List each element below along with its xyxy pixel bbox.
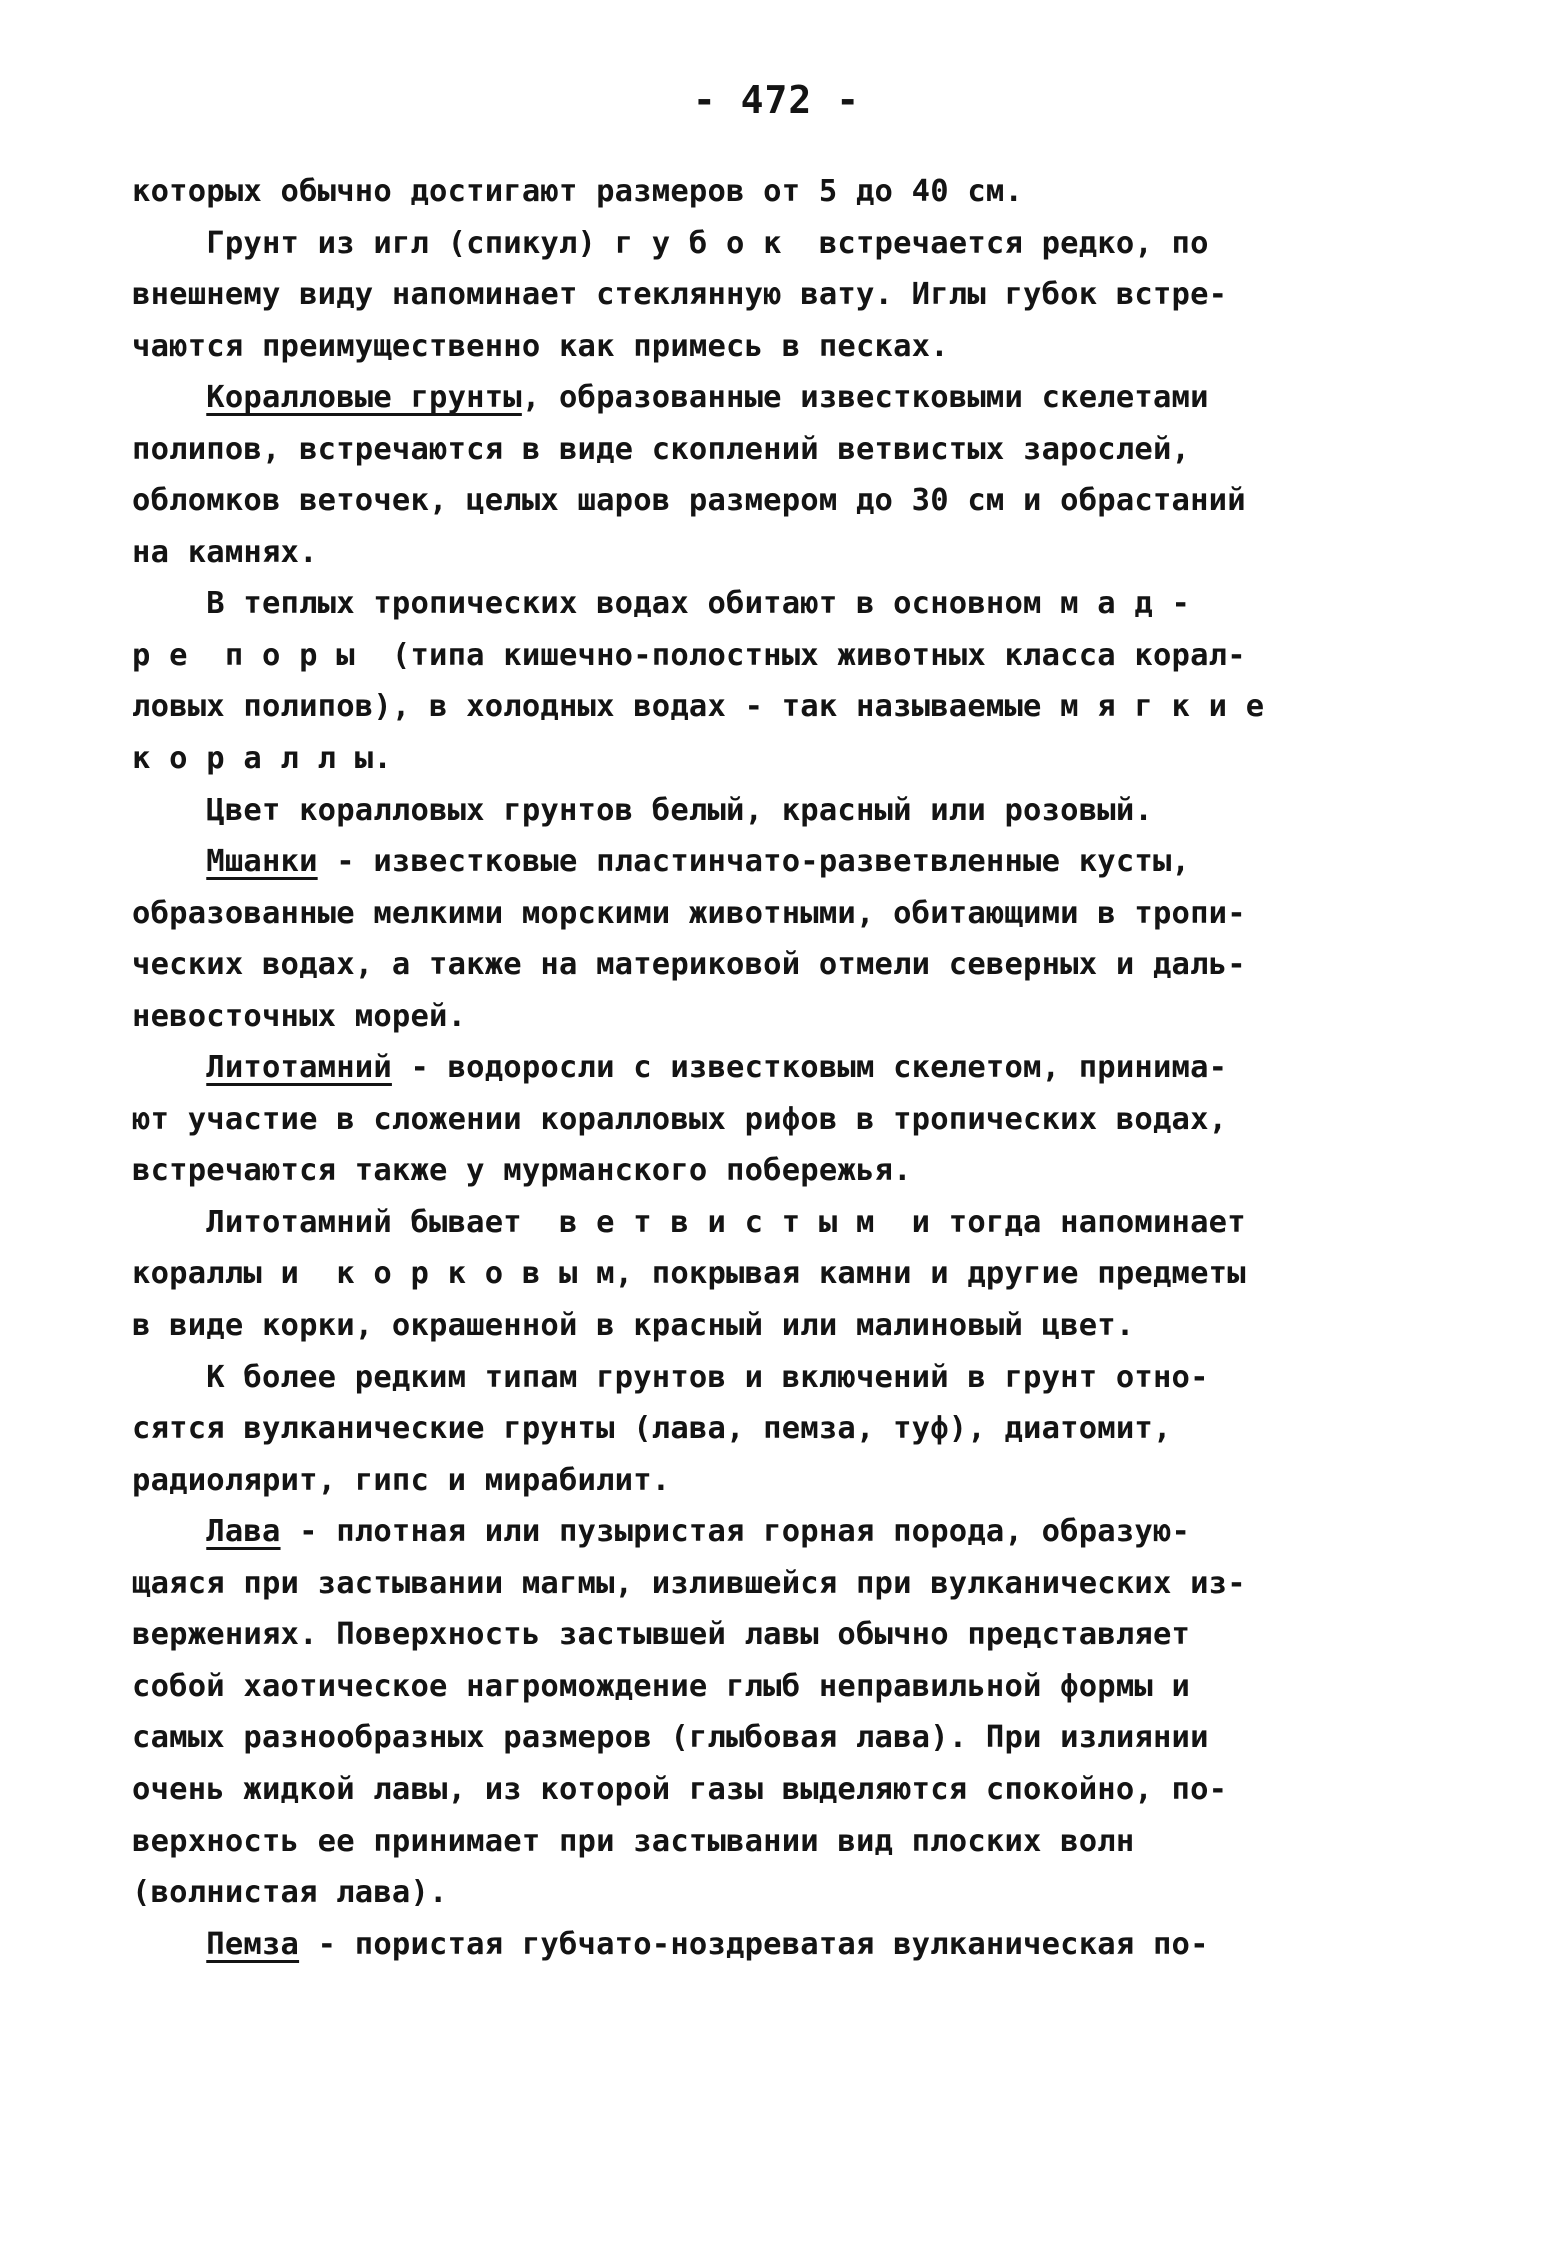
- text-run: вержениях. Поверхность застывшей лавы обычно представляет: [132, 1617, 1191, 1653]
- text-run: полипов, встречаются в виде скоплений ветвистых зарослей,: [132, 431, 1191, 467]
- text-line: [132, 372, 1432, 424]
- text-run: внешнему виду напоминает стеклянную вату. Иглы губок встре-: [132, 277, 1228, 313]
- text-run: верхность ее принимает при застывании вид плоских волн: [132, 1823, 1135, 1859]
- text-run: очень жидкой лавы, из которой газы выделяются спокойно, по-: [132, 1771, 1228, 1807]
- text-run: [132, 1927, 206, 1962]
- text-run: [132, 844, 206, 879]
- text-line: [132, 1145, 1432, 1197]
- text-run: Литотамний бывает в е т в и с т ы м и тогда напоминает: [132, 1204, 1246, 1240]
- text-line: [132, 578, 1432, 630]
- text-line: [132, 1764, 1432, 1816]
- text-line: [132, 218, 1432, 270]
- text-line: [132, 1919, 1432, 1971]
- text-line: [132, 1506, 1432, 1558]
- text-run: [132, 380, 206, 415]
- text-line: [132, 888, 1432, 940]
- text-line: [132, 166, 1432, 218]
- text-line: [132, 527, 1432, 579]
- text-line: [132, 475, 1432, 527]
- text-line: [132, 1455, 1432, 1507]
- text-run: (волнистая лава).: [132, 1875, 448, 1911]
- body-text: [132, 166, 1432, 1970]
- text-run: К более редким типам грунтов и включений в грунт отно-: [132, 1359, 1209, 1395]
- text-run: - плотная или пузыристая горная порода, образую-: [280, 1514, 1191, 1550]
- text-line: [132, 1816, 1432, 1868]
- text-line: [132, 1042, 1432, 1094]
- text-run: радиолярит, гипс и мирабилит.: [132, 1462, 671, 1498]
- underlined-term: Лава: [206, 1514, 281, 1550]
- text-run: Грунт из игл (спикул) г у б о к встречается редко, по: [132, 225, 1209, 261]
- text-line: [132, 939, 1432, 991]
- text-run: - известковые пластинчато-разветвленные кусты,: [317, 844, 1191, 880]
- text-run: на камнях.: [132, 534, 318, 570]
- underlined-term: Литотамний: [206, 1050, 392, 1086]
- text-run: встречаются также у мурманского побережья.: [132, 1153, 912, 1189]
- text-run: [132, 1514, 206, 1549]
- text-run: В теплых тропических водах обитают в основном м а д -: [132, 586, 1191, 622]
- text-line: [132, 733, 1432, 785]
- text-line: [132, 424, 1432, 476]
- text-line: [132, 1403, 1432, 1455]
- text-line: [132, 1352, 1432, 1404]
- text-run: , образованные известковыми скелетами: [521, 380, 1209, 416]
- text-line: [132, 1712, 1432, 1764]
- underlined-term: Мшанки: [206, 844, 318, 880]
- text-run: ловых полипов), в холодных водах - так называемые м я г к и е: [132, 689, 1265, 725]
- text-run: в виде корки, окрашенной в красный или малиновый цвет.: [132, 1308, 1135, 1344]
- text-line: [132, 836, 1432, 888]
- text-run: Цвет коралловых грунтов белый, красный или розовый.: [132, 792, 1153, 828]
- text-run: самых разнообразных размеров (глыбовая лава). При излиянии: [132, 1720, 1209, 1756]
- text-run: к о р а л л ы.: [132, 741, 392, 777]
- text-run: чаются преимущественно как примесь в песках.: [132, 328, 949, 364]
- text-line: [132, 630, 1432, 682]
- text-run: образованные мелкими морскими животными, обитающими в тропи-: [132, 895, 1246, 931]
- text-run: невосточных морей.: [132, 998, 467, 1034]
- text-run: ческих водах, а также на материковой отмели северных и даль-: [132, 947, 1246, 983]
- text-line: [132, 321, 1432, 373]
- text-run: р е п о р ы (типа кишечно-полостных животных класса корал-: [132, 637, 1246, 673]
- underlined-term: Пемза: [206, 1926, 300, 1962]
- text-line: [132, 1558, 1432, 1610]
- underlined-term: Коралловые грунты: [206, 380, 522, 416]
- text-run: собой хаотическое нагромождение глыб неправильной формы и: [132, 1668, 1191, 1704]
- text-line: [132, 1300, 1432, 1352]
- text-run: - водоросли с известковым скелетом, принима-: [391, 1050, 1228, 1086]
- text-line: [132, 1094, 1432, 1146]
- text-line: [132, 1248, 1432, 1300]
- text-run: которых обычно достигают размеров от 5 до 40 см.: [132, 174, 1024, 209]
- text-run: обломков веточек, целых шаров размером до 30 см и обрастаний: [132, 483, 1246, 519]
- text-run: - пористая губчато-ноздреватая вулканическая по-: [299, 1926, 1209, 1962]
- text-line: [132, 991, 1432, 1043]
- text-run: [132, 1050, 206, 1085]
- text-run: кораллы и к о р к о в ы м, покрывая камни и другие предметы: [132, 1256, 1246, 1292]
- text-line: [132, 1867, 1432, 1919]
- text-run: сятся вулканические грунты (лава, пемза, туф), диатомит,: [132, 1411, 1172, 1447]
- text-run: ют участие в сложении коралловых рифов в тропических водах,: [132, 1101, 1228, 1137]
- text-line: [132, 269, 1432, 321]
- text-line: [132, 1609, 1432, 1661]
- page-number: - 472 -: [692, 78, 861, 122]
- text-line: [132, 1661, 1432, 1713]
- text-line: [132, 1197, 1432, 1249]
- text-line: [132, 681, 1432, 733]
- text-run: щаяся при застывании магмы, излившейся при вулканических из-: [132, 1565, 1246, 1601]
- text-line: [132, 785, 1432, 837]
